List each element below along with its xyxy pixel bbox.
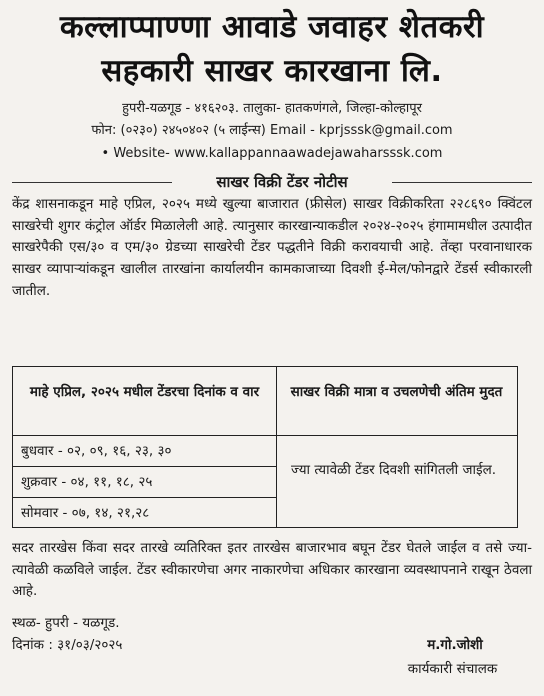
- notice-paragraph-1: केंद्र शासनाकडून माहे एप्रिल, २०२५ मध्ये खुल्या बाजारात (फ्रीसेल) साखर विक्रीकरिता २२८६९० क्विंटल साखरेची शुगर कंट्रोल ऑर्डर मिळालेली आहे. त्यानुसार कारखान्याकडील २०२४-२०२५ हंगामामधील उत्पादीत साखरेपैकी एस/३० व एम/३० ग्रेडच्या साखरेची टेंडर पद्धतीने विक्री करावयाची आहे. तेंव्हा परवानाधारक साखर व्यापाऱ्यांकडून खालील तारखांना कार्यालयीन कामकाजाच्या दिवशी ई-मेल/फोनद्वारे टेंडर्स स्वीकारली जातील.: [12, 196, 532, 299]
- notice-heading: साखर विक्री टेंडर नोटीस: [216, 173, 348, 191]
- deadline-cell: ज्या त्यावेळी टेंडर दिवशी सांगितली जाईल.: [291, 462, 497, 478]
- phone-email: फोन: (०२३०) २४५०४०२ (५ लाईन्स) Email - kprjsssk@gmail.com: [91, 123, 453, 138]
- address: हुपरी-यळगूड - ४१६२०३. तालुका- हातकणंगले, जिल्हा-कोल्हापूर: [122, 101, 422, 116]
- divider-right: [392, 182, 532, 183]
- table-header-deadline: साखर विक्री मात्रा व उचलणेची अंतिम मुदत: [290, 384, 503, 400]
- table-row-divider: [276, 435, 517, 436]
- factory-name-line1: कल्लाप्पाण्णा आवाडे जवाहर शेतकरी: [59, 9, 485, 45]
- notice-paragraph-2: सदर तारखेस किंवा सदर तारखे व्यतिरिक्त इतर तारखेस बाजारभाव बघून टेंडर घेतले जाईल व तसे ज्या- त्यावेळी कळविले जाईल. टेंडर स्वीकारणेचा अगर नाकारणेचा अधिकार कारखाना व्यवस्थापनाने राखून ठेवला आहे.: [12, 540, 532, 600]
- tender-schedule-table: [12, 366, 518, 528]
- table-row-divider: [13, 435, 276, 436]
- date-line: दिनांक : ३१/०३/२०२५: [12, 637, 123, 653]
- website: • Website- www.kallappannaawadejawaharsssk.com: [101, 146, 443, 161]
- factory-name-line2: सहकारी साखर कारखाना लि.: [101, 53, 443, 89]
- table-header-dates: माहे एप्रिल, २०२५ मधील टेंडरचा दिनांक व वार: [29, 384, 260, 400]
- divider-left: [12, 182, 172, 183]
- signatory-designation: कार्यकारी संचालक: [407, 661, 498, 677]
- table-row: सोमवार - ०७, १४, २१,२८: [21, 505, 150, 521]
- table-row: बुधवार - ०२, ०९, १६, २३, ३०: [21, 443, 172, 459]
- table-row-divider: [13, 466, 276, 467]
- signatory-name: म.गो.जोशी: [427, 637, 483, 653]
- place-line: स्थळ- हुपरी - यळगूड.: [12, 615, 120, 631]
- table-row: शुक्रवार - ०४, ११, १८, २५: [21, 474, 153, 490]
- table-row-divider: [13, 497, 276, 498]
